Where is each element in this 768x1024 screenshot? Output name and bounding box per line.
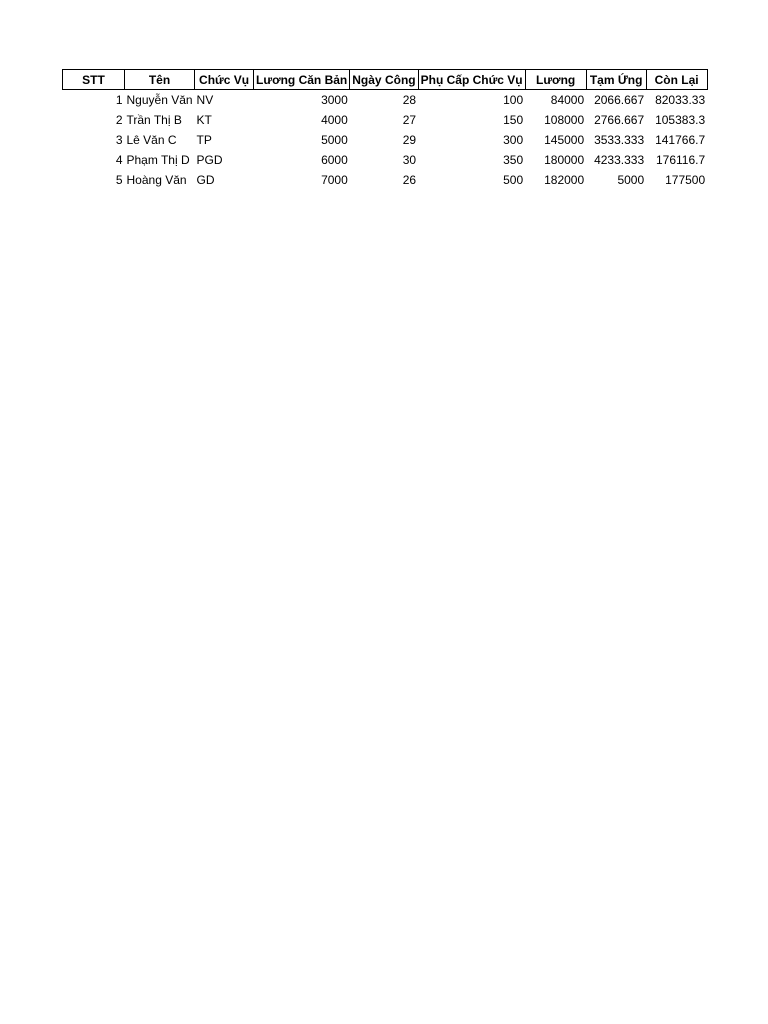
cell-tam-ung[interactable]: 4233.333 [594, 152, 645, 167]
salary-table [62, 69, 708, 190]
header-con-lai[interactable]: Còn Lại [646, 70, 707, 90]
table-row [63, 110, 708, 130]
cell-luong[interactable]: 84000 [550, 92, 585, 107]
cell-chuc-vu[interactable]: PGD [196, 152, 223, 167]
cell-tam-ung[interactable]: 2066.667 [594, 92, 645, 107]
cell-ten[interactable]: Phạm Thị D [126, 152, 190, 167]
cell-ten[interactable]: Trần Thị B [126, 112, 182, 127]
spreadsheet-table [62, 69, 708, 190]
cell-luong-can-ban[interactable]: 3000 [321, 92, 348, 107]
cell-chuc-vu[interactable]: TP [196, 132, 212, 147]
header-ten[interactable]: Tên [125, 70, 195, 90]
cell-con-lai[interactable]: 82033.33 [655, 92, 706, 107]
header-row [63, 70, 708, 90]
cell-luong-can-ban[interactable]: 6000 [321, 152, 348, 167]
cell-phu-cap[interactable]: 500 [503, 172, 524, 187]
cell-luong-can-ban[interactable]: 5000 [321, 132, 348, 147]
cell-stt[interactable]: 3 [115, 132, 123, 147]
cell-luong-can-ban[interactable]: 4000 [321, 112, 348, 127]
cell-con-lai[interactable]: 141766.7 [655, 132, 706, 147]
cell-ngay-cong[interactable]: 26 [402, 172, 417, 187]
cell-con-lai[interactable]: 177500 [665, 172, 706, 187]
cell-tam-ung[interactable]: 3533.333 [594, 132, 645, 147]
cell-stt[interactable]: 5 [115, 172, 123, 187]
cell-phu-cap[interactable]: 300 [503, 132, 524, 147]
header-tam-ung[interactable]: Tạm Ứng [586, 70, 646, 90]
cell-ngay-cong[interactable]: 27 [402, 112, 417, 127]
cell-luong[interactable]: 108000 [544, 112, 585, 127]
cell-chuc-vu[interactable]: KT [196, 112, 212, 127]
cell-luong[interactable]: 145000 [544, 132, 585, 147]
header-ngay-cong[interactable]: Ngày Công [350, 70, 418, 90]
cell-tam-ung[interactable]: 2766.667 [594, 112, 645, 127]
cell-stt[interactable]: 1 [115, 92, 123, 107]
cell-con-lai[interactable]: 176116.7 [655, 152, 706, 167]
cell-con-lai[interactable]: 105383.3 [655, 112, 706, 127]
header-phu-cap-chuc-vu[interactable]: Phụ Cấp Chức Vụ [418, 70, 525, 90]
cell-ten[interactable]: Hoàng Văn [126, 172, 187, 187]
cell-luong[interactable]: 182000 [544, 172, 585, 187]
table-row [63, 170, 708, 190]
cell-phu-cap[interactable]: 150 [503, 112, 524, 127]
table-row [63, 130, 708, 150]
cell-chuc-vu[interactable]: NV [196, 92, 214, 107]
cell-luong-can-ban[interactable]: 7000 [321, 172, 348, 187]
cell-phu-cap[interactable]: 100 [503, 92, 524, 107]
header-luong[interactable]: Lương [525, 70, 586, 90]
header-stt[interactable]: STT [63, 70, 125, 90]
cell-chuc-vu[interactable]: GD [196, 172, 215, 187]
cell-luong[interactable]: 180000 [544, 152, 585, 167]
table-row [63, 90, 708, 110]
cell-phu-cap[interactable]: 350 [503, 152, 524, 167]
cell-ten[interactable]: Lê Văn C [126, 132, 177, 147]
cell-ten[interactable]: Nguyễn Văn [126, 92, 193, 107]
cell-tam-ung[interactable]: 5000 [617, 172, 645, 187]
cell-ngay-cong[interactable]: 30 [402, 152, 417, 167]
cell-stt[interactable]: 4 [115, 152, 123, 167]
cell-ngay-cong[interactable]: 28 [402, 92, 417, 107]
table-row [63, 150, 708, 170]
header-luong-can-ban[interactable]: Lương Căn Bản [254, 70, 350, 90]
header-chuc-vu[interactable]: Chức Vụ [195, 70, 254, 90]
cell-ngay-cong[interactable]: 29 [402, 132, 417, 147]
cell-stt[interactable]: 2 [115, 112, 123, 127]
